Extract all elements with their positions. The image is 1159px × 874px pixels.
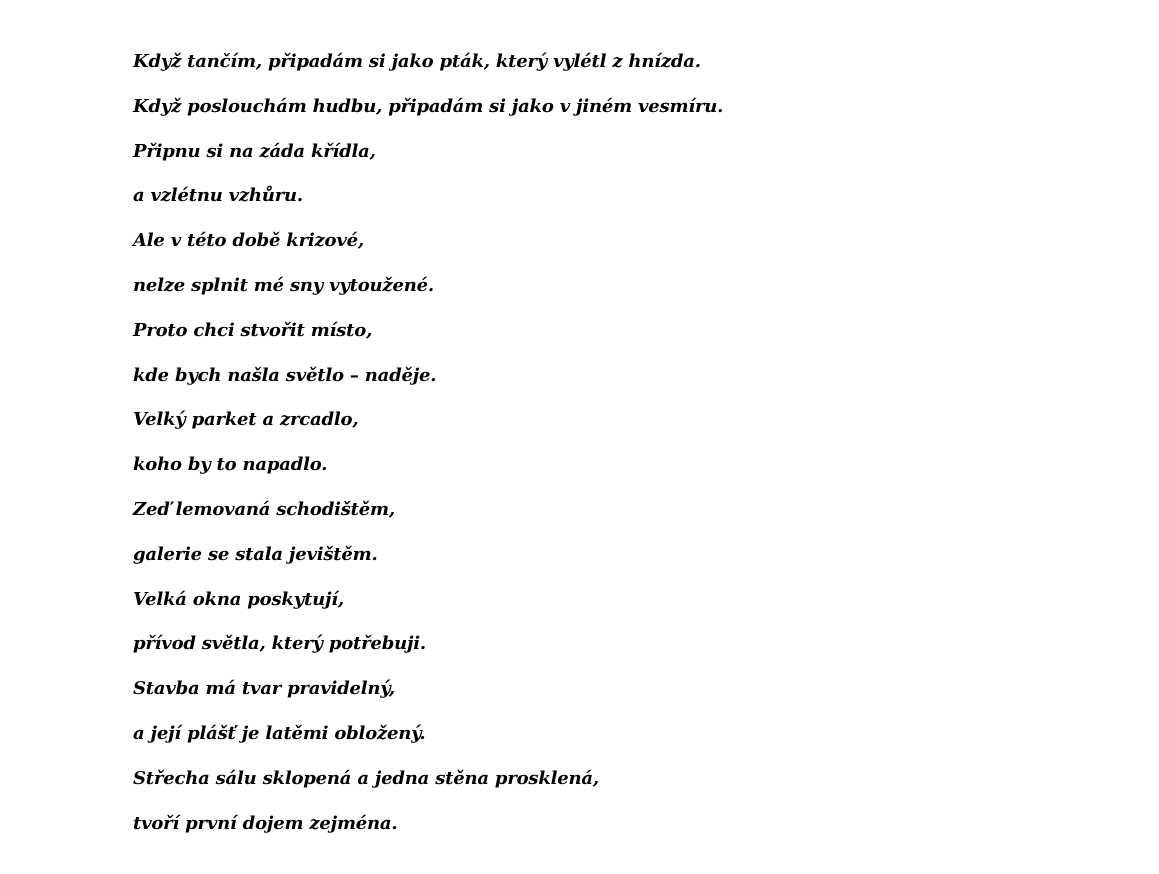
poem-line-14: přívod světla, který potřebuji. [133,633,426,655]
poem-line-13: Velká okna poskytují, [133,588,344,610]
poem-line-16: a její plášť je latěmi obložený. [133,722,426,744]
poem-line-1: Když tančím, připadám si jako pták, který vylétl z hnízda. [133,51,701,72]
poem-text [133,40,723,846]
poem-line-17: Střecha sálu sklopená a jedna stěna prosklená, [133,767,599,789]
poem-line-5: Ale v této době krizové, [133,230,364,252]
poem-line-11: Zeď lemovaná schodištěm, [133,498,395,520]
poem-line-7: Proto chci stvořit místo, [133,319,373,341]
poem-line-8: kde bych našla světlo – naděje. [133,364,437,386]
poem-line-3: Připnu si na záda křídla, [133,140,376,162]
poem-line-18: tvoří první dojem zejména. [133,812,398,834]
poem-line-12: galerie se stala jevištěm. [133,543,378,565]
poem-line-2: Když poslouchám hudbu, připadám si jako v jiném vesmíru. [133,95,724,117]
poem-line-10: koho by to napadlo. [133,454,328,476]
poem-line-4: a vzlétnu vzhůru. [133,185,303,207]
poem-line-9: Velký parket a zrcadlo, [133,409,359,431]
poem-line-15: Stavba má tvar pravidelný, [133,678,395,700]
poem-line-6: nelze splnit mé sny vytoužené. [133,274,434,296]
